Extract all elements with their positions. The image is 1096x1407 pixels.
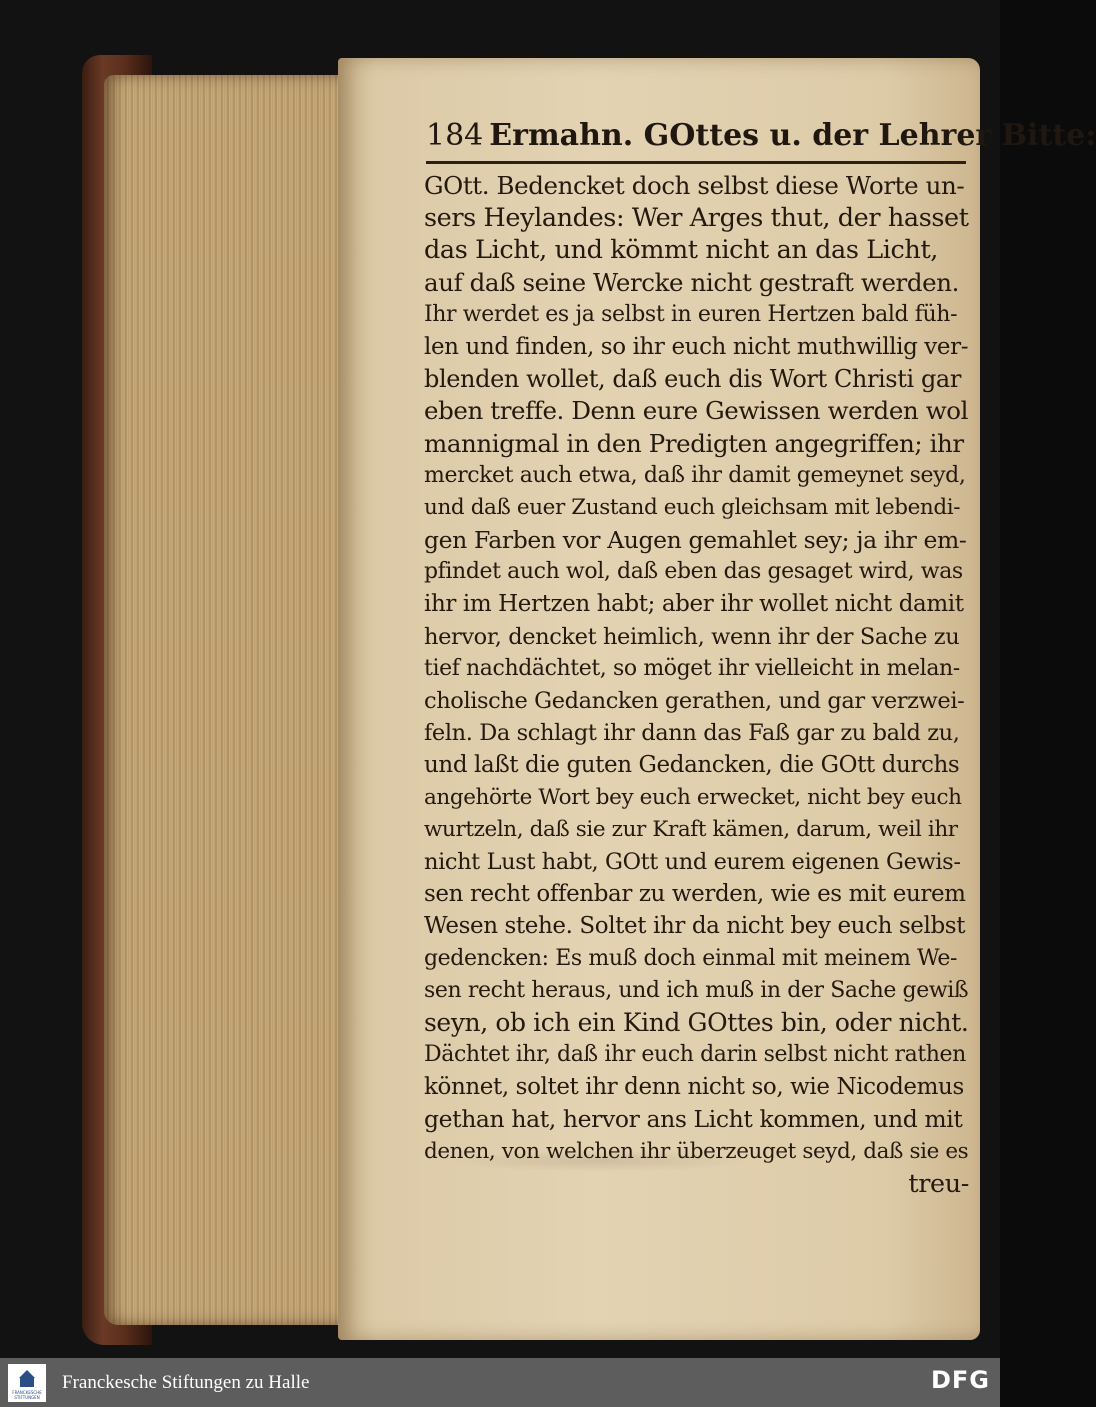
text-line: das Licht, und kömmt nicht an das Licht, <box>424 235 938 266</box>
text-line: tief nachdächtet, so möget ihr vielleicht in melan- <box>424 655 960 681</box>
text-line: Wesen stehe. Soltet ihr da nicht bey euch selbst <box>424 913 966 940</box>
text-line: und laßt die guten Gedancken, die GOtt durchs <box>424 752 960 779</box>
catchword: treu- <box>908 1168 969 1199</box>
text-line: mannigmal in den Predigten angegriffen; ihr <box>424 428 964 458</box>
logo-text: FRANCKESCHE STIFTUNGEN <box>12 1389 42 1400</box>
text-line: GOtt. Bedencket doch selbst diese Worte un- <box>424 171 965 200</box>
text-line: denen, von welchen ihr überzeuget seyd, daß sie es <box>424 1138 969 1164</box>
text-line: pfindet auch wol, daß eben das gesaget wird, was <box>424 559 963 585</box>
text-line: und daß euer Zustand euch gleichsam mit lebendi- <box>424 494 961 520</box>
text-line: ihr im Hertzen habt; aber ihr wollet nicht damit <box>424 591 964 618</box>
institution-label: Franckesche Stiftungen zu Halle <box>62 1371 310 1393</box>
text-line: cholische Gedancken gerathen, und gar verzwei- <box>424 688 965 714</box>
text-line: gethan hat, hervor ans Licht kommen, und mit <box>424 1105 963 1134</box>
page-edges <box>104 75 344 1325</box>
text-line: Dächtet ihr, daß ihr euch darin selbst nicht rathen <box>424 1042 966 1068</box>
running-head-title: Ermahn. GOttes u. der Lehrer Bitte: <box>489 118 1096 153</box>
footer-bar <box>0 1358 1000 1407</box>
text-line: nicht Lust habt, GOtt und eurem eigenen Gewis- <box>424 848 961 875</box>
text-line: Ihr werdet es ja selbst in euren Hertzen bald füh- <box>424 301 958 327</box>
ink-bleed <box>450 1150 750 1172</box>
text-line: mercket auch etwa, daß ihr damit gemeynet seyd, <box>424 462 966 488</box>
text-line: hervor, dencket heimlich, wenn ihr der Sache zu <box>424 623 960 650</box>
text-line: angehörte Wort bey euch erwecket, nicht bey euch <box>424 784 962 810</box>
text-line: feln. Da schlagt ihr dann das Faß gar zu bald zu, <box>424 720 960 747</box>
text-line: blenden wollet, daß euch dis Wort Christi gar <box>424 365 961 394</box>
body-text <box>424 170 969 1200</box>
text-line: könnet, soltet ihr denn nicht so, wie Nicodemus <box>424 1074 964 1101</box>
running-header <box>426 118 1096 158</box>
text-line: sen recht heraus, und ich muß in der Sache gewiß <box>424 977 969 1003</box>
text-line: sers Heylandes: Wer Arges thut, der hasset <box>424 203 969 234</box>
header-rule <box>426 161 966 164</box>
text-line: eben treffe. Denn eure Gewissen werden wol <box>424 396 969 426</box>
text-line: gedencken: Es muß doch einmal mit meinem We- <box>424 945 958 971</box>
text-line: auf daß seine Wercke nicht gestraft werden. <box>424 267 960 297</box>
page-number: 184 <box>426 118 484 153</box>
text-line: gen Farben vor Augen gemahlet sey; ja ihr em- <box>424 526 967 555</box>
text-line: wurtzeln, daß sie zur Kraft kämen, darum, weil ihr <box>424 816 958 842</box>
text-line: len und finden, so ihr euch nicht muthwillig ver- <box>424 333 969 360</box>
dfg-logo: DFG <box>930 1366 990 1394</box>
text-line: seyn, ob ich ein Kind GOttes bin, oder nicht. <box>424 1007 969 1037</box>
text-line: sen recht offenbar zu werden, wie es mit eurem <box>424 881 966 908</box>
francke-logo <box>8 1364 46 1402</box>
